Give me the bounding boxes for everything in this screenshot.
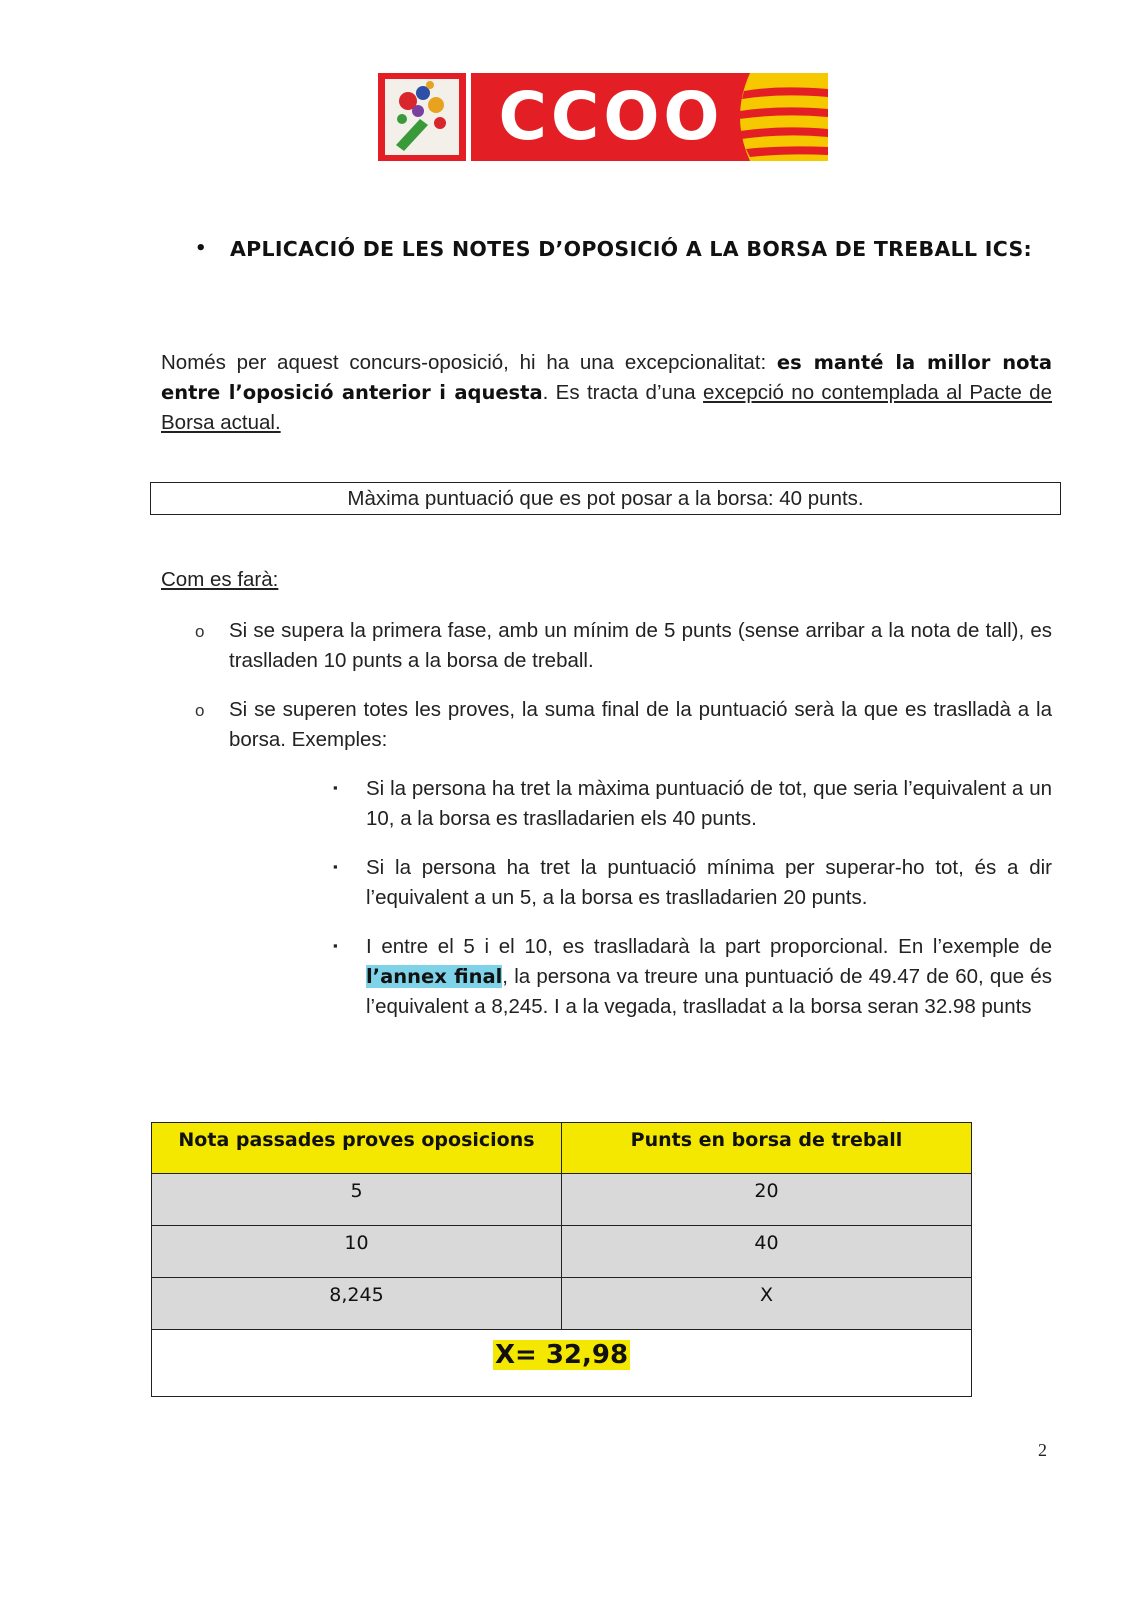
circle-bullet: o — [195, 701, 205, 720]
ccoo-logo — [378, 71, 833, 163]
square-bullet: ▪ — [333, 859, 338, 874]
howto-label: Com es farà: — [161, 568, 279, 591]
table-cell: 40 — [562, 1226, 972, 1278]
intro-bold-text: es manté la millor nota entre l’oposició anterior i aquesta — [161, 351, 1052, 404]
list-item: Si se superen totes les proves, la suma final de la puntuació serà la que es traslladà a la borsa. Exemples: — [229, 698, 1052, 751]
table-cell: 5 — [152, 1174, 562, 1226]
sub-item-text-a: I entre el 5 i el 10, es traslladarà la part proporcional. En l’exemple de — [366, 935, 1052, 958]
sub-list-item: Si la persona ha tret la màxima puntuació de tot, que seria l’equivalent a un 10, a la borsa es traslladarien els 40 punts. — [366, 777, 1052, 830]
sub-item-text-b: , la persona va treure una puntuació de 49.47 de 60, que és l’equivalent a 8,245. I a la vegada, traslladat a la borsa seran 32.98 punts — [366, 965, 1052, 1018]
result-value: X= 32,98 — [494, 1340, 629, 1370]
table-cell: 10 — [152, 1226, 562, 1278]
table-cell: 20 — [562, 1174, 972, 1226]
intro-text-1: Només per aquest concurs-oposició, hi ha una excepcionalitat: — [161, 351, 777, 374]
table-header-cell: Nota passades proves oposicions — [152, 1123, 562, 1174]
table-header-cell: Punts en borsa de treball — [562, 1123, 972, 1174]
table-row — [152, 1174, 972, 1226]
sub-list-item — [366, 932, 1052, 1022]
flower-emblem-icon — [378, 73, 466, 161]
table-header-row — [152, 1123, 972, 1174]
sub-list-item: Si la persona ha tret la puntuació mínima per superar-ho tot, és a dir l’equivalent a un 5, a la borsa es traslladarien 20 punts. — [366, 856, 1052, 909]
table-cell: X — [562, 1278, 972, 1330]
table-cell: 8,245 — [152, 1278, 562, 1330]
list-item: Si se supera la primera fase, amb un mínim de 5 punts (sense arribar a la nota de tall), es traslladen 10 punts a la borsa de treball. — [229, 619, 1052, 672]
square-bullet: ▪ — [333, 938, 338, 953]
catalan-flag-icon — [739, 73, 828, 161]
table-result-row — [152, 1330, 972, 1397]
intro-text-2: . Es tracta d’una — [542, 381, 704, 404]
intro-underlined-text: excepció no contemplada al Pacte de Borsa actual. — [161, 381, 1052, 434]
page-number: 2 — [1038, 1440, 1047, 1460]
square-bullet: ▪ — [333, 780, 338, 795]
section-heading — [195, 230, 1055, 268]
circle-bullet: o — [195, 622, 205, 641]
results-table — [151, 1122, 972, 1397]
heading-bullet: • — [195, 238, 207, 259]
table-result-cell — [152, 1330, 972, 1397]
logo-wordmark: CCOO — [498, 78, 724, 155]
heading-text: APLICACIÓ DE LES NOTES D’OPOSICIÓ A LA BORSA DE TREBALL ICS: — [230, 237, 1033, 261]
table-row — [152, 1278, 972, 1330]
table-row — [152, 1226, 972, 1278]
max-points-box: Màxima puntuació que es pot posar a la borsa: 40 punts. — [150, 482, 1061, 515]
annex-link[interactable]: l’annex final — [366, 965, 503, 988]
intro-paragraph — [161, 348, 1052, 438]
